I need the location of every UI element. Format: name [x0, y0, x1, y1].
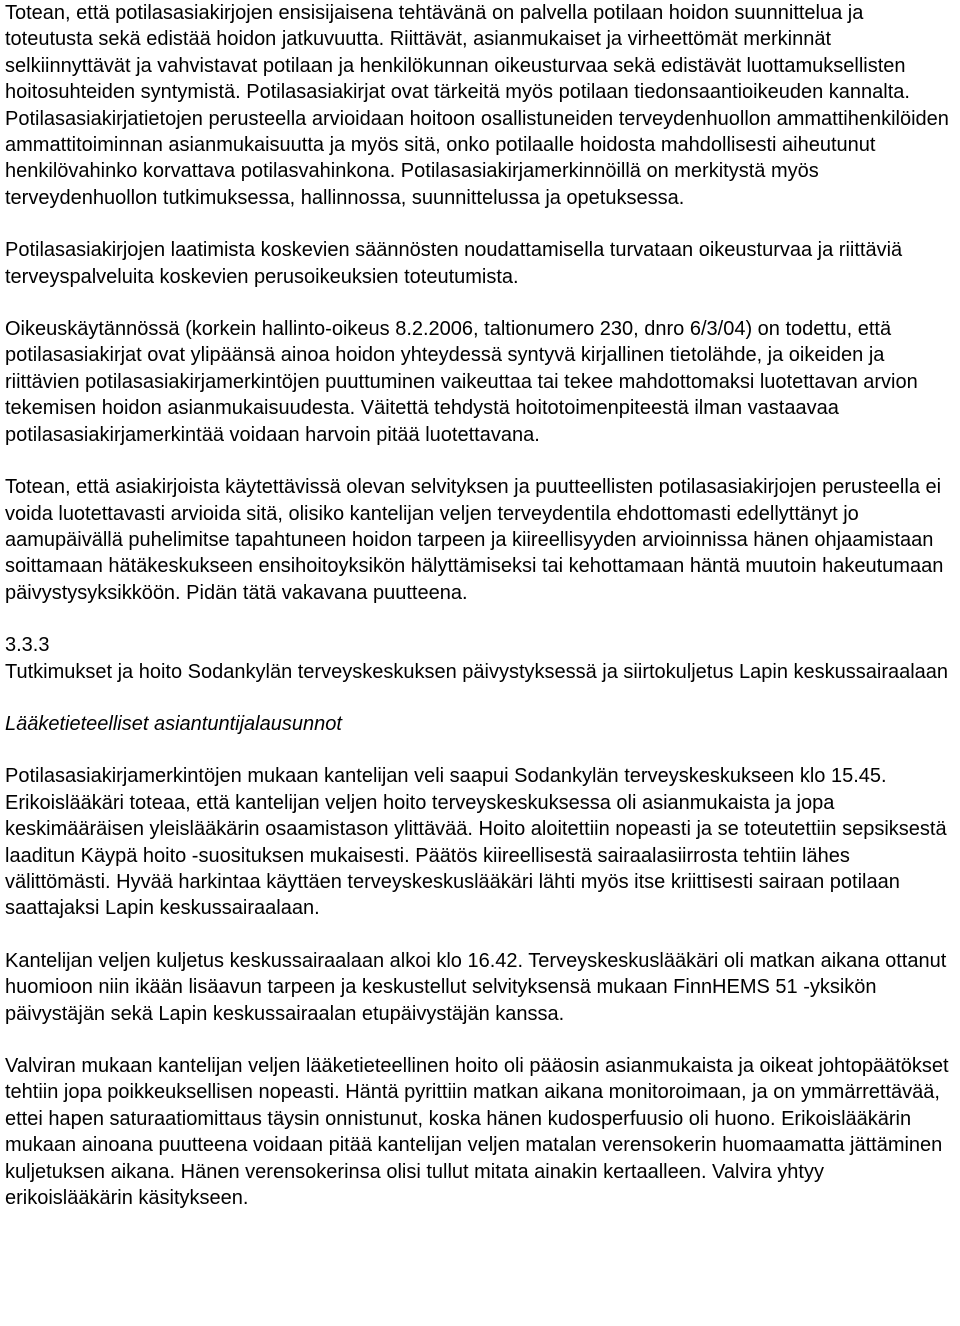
- paragraph-gap: [5, 290, 955, 316]
- paragraph-case-law: Oikeuskäytännössä (korkein hallinto-oikeus 8.2.2006, taltionumero 230, dnro 6/3/04) on todettu, että potilasasiakirjat ovat ylipäänsä ainoa hoidon yhteydessä syntyvä kirjallinen tietolähde, ja oikeiden ja riittävien potilasasiakirjamerkintöjen puuttuminen vaikeuttaa tai tekee mahdottomaksi luotettavan arvion tekemisen hoidon asianmukaisuudesta. Väitettä tehdystä hoitotoimenpiteestä ilman vastaavaa potilasasiakirjamerkintää voidaan harvoin pitää luotettavana.: [5, 318, 918, 446]
- paragraph-gap: [5, 922, 955, 948]
- paragraph-regulations: Potilasasiakirjojen laatimista koskevien säännösten noudattamisella turvataan oikeusturvaa ja riittäviä terveyspalveluita koskevien perusoikeuksien toteutumista.: [5, 239, 903, 288]
- paragraph-transport: Kantelijan veljen kuljetus keskussairaalaan alkoi klo 16.42. Terveyskeskuslääkäri oli matkan aikana ottanut huomioon niin ikään lisäavun tarpeen ja keskustellut selvityksensä mukaan FinnHEMS 51 -yksikön päivystäjän sekä Lapin keskussairaalan etupäivystäjän kanssa.: [5, 949, 947, 1025]
- paragraph-patient-records-purpose: Totean, että potilasasiakirjojen ensisijaisena tehtävänä on palvella potilaan hoidon suunnittelua ja toteutusta sekä edistää hoidon jatkuvuutta. Riittävät, asianmukaiset ja virheettömät merkinnät selkiinnyttävät ja vahvistavat potilaan ja henkilökunnan oikeusturvaa sekä edistävät luottamuksellisten hoitosuhteiden syntymistä. Potilasasiakirjat ovat tärkeitä myös potilaan tiedonsaantioikeuden kannalta. Potilasasiakirjatietojen perusteella arvioidaan hoitoon osallistuneiden terveydenhuollon ammattihenkilöiden ammattitoiminnan asianmukaisuutta ja myös sitä, onko potilaalle hoidosta mahdollisesti aiheutunut henkilövahinko korvattava potilasvahinkona. Potilasasiakirjamerkinnöillä on merkitystä myös terveydenhuollon tutkimuksessa, hallinnossa, suunnittelussa ja opetuksessa.: [5, 2, 949, 209]
- paragraph-gap: [5, 211, 955, 237]
- paragraph-gap: [5, 1027, 955, 1053]
- paragraph-gap: [5, 737, 955, 763]
- section-number: 3.3.3: [5, 634, 50, 657]
- subheading-expert-statements: Lääketieteelliset asiantuntijalausunnot: [5, 712, 342, 735]
- paragraph-gap: [5, 448, 955, 474]
- paragraph-gap: [5, 606, 955, 632]
- section-title: Tutkimukset ja hoito Sodankylän terveyskeskuksen päivystyksessä ja siirtokuljetus Lapin keskussairaalaan: [5, 660, 949, 683]
- paragraph-assessment: Totean, että asiakirjoista käytettävissä olevan selvityksen ja puutteellisten potilasasiakirjojen perusteella ei voida luotettavasti arvioida sitä, olisiko kantelijan veljen terveydentila ehdottomasti edellyttänyt jo aamupäivällä puhelimitse tapahtuneen hoidon tarpeen ja kiireellisyyden arvioinnissa hänen ohjaamistaan soittamaan hätäkeskukseen ensihoitoyksikön hälyttämiseksi tai kehottamaan häntä muutoin hakeutumaan päivystysyksikköön. Pidän tätä vakavana puutteena.: [5, 476, 944, 604]
- document-page: [5, 0, 955, 1211]
- paragraph-gap: [5, 685, 955, 711]
- paragraph-valvira-view: Valviran mukaan kantelijan veljen lääketieteellinen hoito oli pääosin asianmukaista ja oikeat johtopäätökset tehtiin jopa poikkeuksellisen nopeasti. Häntä pyrittiin matkan aikana monitoroimaan, ja on ymmärrettävää, ettei hapen saturaatiomittaus täysin onnistunut, koska hänen kudosperfuusio oli huono. Erikoislääkärin mukaan ainoana puutteena voidaan pitää kantelijan veljen matalan verensokerin huomaamatta jättäminen kuljetuksen aikana. Hänen verensokerinsa olisi tullut mitata ainakin kertaalleen. Valvira yhtyy erikoislääkärin käsitykseen.: [5, 1055, 949, 1210]
- paragraph-arrival-and-care: Potilasasiakirjamerkintöjen mukaan kantelijan veli saapui Sodankylän terveyskeskukseen klo 15.45. Erikoislääkäri toteaa, että kantelijan veljen hoito terveyskeskuksessa oli asianmukaista ja jopa keskimääräisen yleislääkärin osaamistason ylittävää. Hoito aloitettiin nopeasti ja se toteutettiin sepsiksestä laaditun Käypä hoito -suosituksen mukaisesti. Päätös kiireellisestä sairaalasiirrosta tehtiin lähes välittömästi. Hyvää harkintaa käyttäen terveyskeskuslääkäri lähti myös itse kriittisesti sairaan potilaan saattajaksi Lapin keskussairaalaan.: [5, 765, 947, 920]
